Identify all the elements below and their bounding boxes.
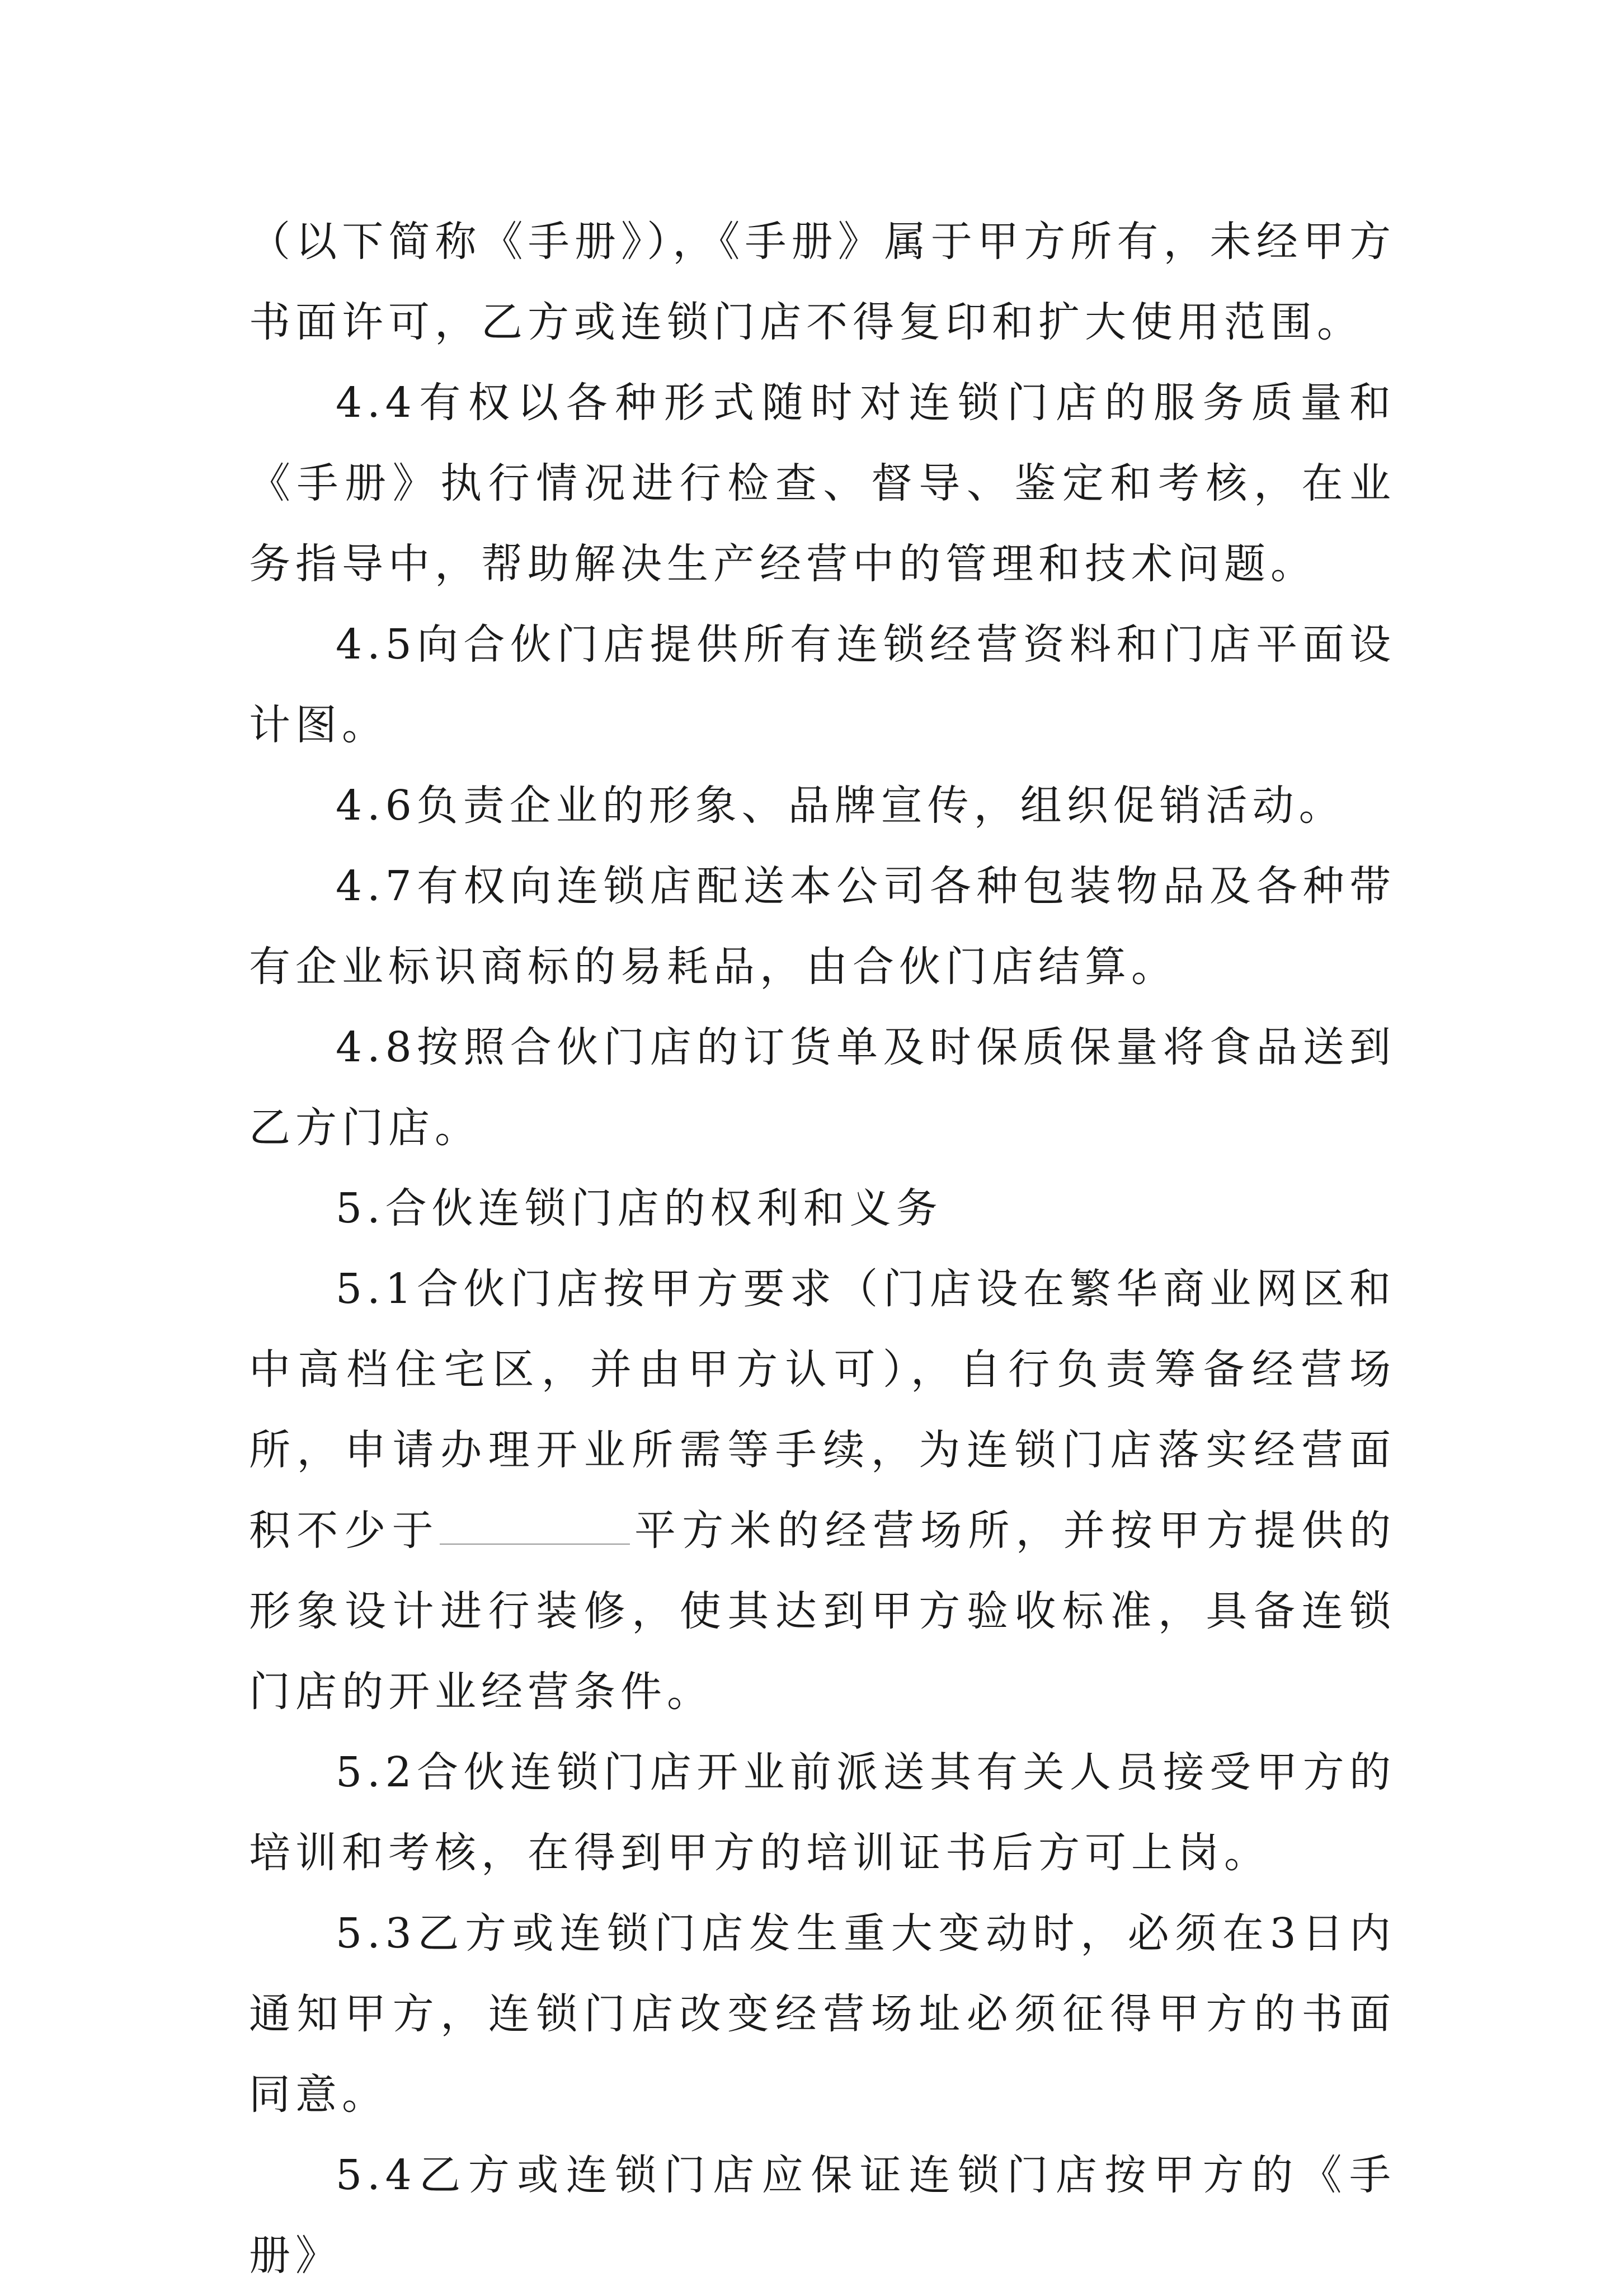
paragraph-4-4: 4.4有权以各种形式随时对连锁门店的服务质量和《手册》执行情况进行检查、督导、鉴定和考核，在业务指导中，帮助解决生产经营中的管理和技术问题。	[249, 379, 1396, 588]
fill-in-blank-area	[440, 1510, 630, 1545]
paragraph-5-1-text-before: 5.1合伙门店按甲方要求（门店设在繁华商业网区和中高档住宅区，并由甲方认可），自行负责筹备经营场所，申请办理开业所需等手续，为连锁门店落实经营面积不少于	[249, 1265, 1396, 1555]
paragraph-5-2: 5.2合伙连锁门店开业前派送其有关人员接受甲方的培训和考核，在得到甲方的培训证书后方可上岗。	[249, 1748, 1396, 1877]
paragraph-5-3: 5.3乙方或连锁门店发生重大变动时，必须在3日内通知甲方，连锁门店改变经营场址必须征得甲方的书面同意。	[249, 1909, 1396, 2119]
paragraph-5-1	[249, 1249, 1396, 1732]
paragraph-manual-ownership: （以下简称《手册》），《手册》属于甲方所有，未经甲方书面许可，乙方或连锁门店不得复印和扩大使用范围。	[249, 218, 1396, 346]
paragraph-4-8: 4.8按照合伙门店的订货单及时保质保量将食品送到乙方门店。	[249, 1023, 1396, 1152]
paragraph-5-1-text-after: 平方米的经营场所，并按甲方提供的形象设计进行装修，使其达到甲方验收标准，具备连锁门店的开业经营条件。	[249, 1507, 1396, 1716]
document-body	[249, 201, 1396, 2296]
paragraph-4-6: 4.6负责企业的形象、品牌宣传，组织促销活动。	[336, 782, 1345, 830]
section-heading-5: 5.合伙连锁门店的权利和义务	[336, 1184, 943, 1232]
paragraph-4-7: 4.7有权向连锁店配送本公司各种包装物品及各种带有企业标识商标的易耗品，由合伙门店结算。	[249, 862, 1396, 991]
paragraph-4-5: 4.5向合伙门店提供所有连锁经营资料和门店平面设计图。	[249, 620, 1396, 749]
paragraph-5-4: 5.4乙方或连锁门店应保证连锁门店按甲方的《手册》	[249, 2151, 1396, 2280]
